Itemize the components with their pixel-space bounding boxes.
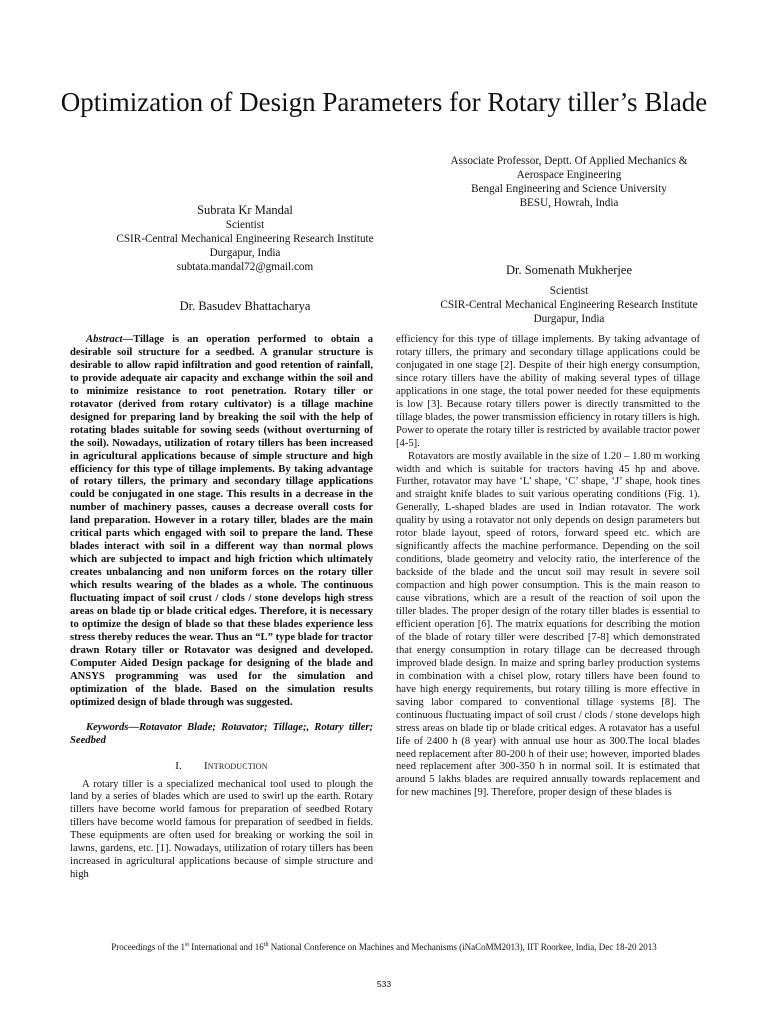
author-name: Subrata Kr Mandal <box>197 203 293 217</box>
author-block-1 <box>90 202 400 274</box>
author-name: Dr. Basudev Bhattacharya <box>179 299 311 313</box>
author-institute: CSIR-Central Mechanical Engineering Research Institute <box>440 299 698 311</box>
abstract-lead: Abstract <box>86 334 123 345</box>
intro-paragraph: A rotary tiller is a specialized mechanical tool used to plough the land by a series of blades which are used to swirl up the earth. Rotary tillers have become world famous for preparation of seedbed Rotary tillers have become world famous for preparation of seedbed in fields. These equipments are often used for breaking or working the soil in lawns, gardens, etc. [1]. Nowadays, utilization of rotary tillers has been increased in agricultural applications because of simple structure and high <box>70 778 373 881</box>
intro-paragraph: Rotavators are mostly available in the size of 1.20 – 1.80 m working width and which is suitable for tractors having 45 hp and above. Further, rotavator may have ‘L’ shape, ‘C’ shape, ‘J’ shape, hook tines and straight knife blades to suit various operating conditions (Fig. 1). Generally, L-shaped blades are used in Indian rotavator. The work quality by using a rotavator not only depends on design parameters but rotor blade layout, speed of rotors, forward speed etc. which are significantly affects the machine performance. Depending on the soil conditions, blade geometry and velocity ratio, the interference of the backside of the blade and the uncut soil may result in severe soil compaction and high power consumption. This is the main reason to cause vibrations, which are a result of the reaction of soil upon the tiller blades. The proper design of the rotary tiller blades is essential to efficient operation [6]. The matrix equations for describing the motion of the blade of rotary tiller were described [7-8] which demonstrated that energy consumption in rotary tillage can be decreased through improved blade design. In maize and spring barley production systems in combination with a chisel plow, rotary tillers have been found to have high energy requirements, but rotary tilling is more effective in saving labor compared to conventional tillage systems [8]. The continuous fluctuating impact of soil crust / clods / stone develops high stress areas on blade tip or blade critical edges. A rotavator has a useful life of 2400 h (8 year) with annual use hour as 300.The local blades need replacement after 80-200 h of their use; however, imported blades need replacement after 300-350 h in normal soil. It is estimated that around 5 lakhs blades are required annually towards replacement and for new machines [9]. Therefore, proper design of these blades is <box>396 450 700 799</box>
right-column <box>396 334 700 800</box>
intro-paragraph: efficiency for this type of tillage implements. By taking advantage of rotary tillers, the primary and secondary tillage applications could be conjugated in one stage [2]. Despite of their high energy consumption, since rotary tillers have the ability of making several types of tillage applications in one stage, the total power needed for these equipments is low [3]. Because rotary tillers power is directly transmitted to the tillage blades, the power transmission efficiency in rotary tillers is high. Power to operate the rotary tiller is restricted by available tractor power [4-5]. <box>396 334 701 449</box>
author-affiliation-line: Aerospace Engineering <box>516 169 622 181</box>
left-column <box>70 334 373 882</box>
author-block-2-affiliation <box>404 154 734 210</box>
abstract <box>70 334 373 710</box>
paper-title: Optimization of Design Parameters for Rotary tiller’s Blade <box>60 87 708 117</box>
proceedings-footer: Proceedings of the 1st International and 16th National Conference on Machines and Mechanisms (iNaCoMM2013), IIT Roorkee, India, Dec 18-20 2013 <box>111 942 657 952</box>
author-role: Scientist <box>225 219 265 231</box>
author-email: subtata.mandal72@gmail.com <box>176 261 314 273</box>
keywords: Keywords—Rotavator Blade; Rotavator; Tillage;, Rotary tiller; Seedbed <box>70 721 373 746</box>
author-institute: CSIR-Central Mechanical Engineering Research Institute <box>116 233 374 245</box>
author-affiliation-line: Bengal Engineering and Science University <box>471 183 667 195</box>
author-role: Scientist <box>549 285 589 297</box>
abstract-text: —Tillage is an operation performed to obtain a desirable soil structure for a seedbed. A granular structure is desirable to allow rapid infiltration and good retention of rainfall, to provide adequate air capacity and exchange within the soil and to minimize resistance to root penetration. Rotary tiller or rotavator (derived from rotary cultivator) is a tillage machine designed for preparing land by breaking the soil with the help of rotating blades suitable for sowing seeds (without overturning of the soil). Nowadays, utilization of rotary tillers has been increased in agricultural applications because of simple structure and high efficiency for this type of tillage implements. By taking advantage of rotary tillers, the primary and secondary tillage applications could be conjugated in one stage. This results in a decrease in the number of machinery passes, causes a decrease overall costs for land preparation. However in a rotary tiller, blades are the main critical parts which engaged with soil to prepare the land. These blades interact with soil in a different way than normal plows which are subjected to impact and high friction which ultimately creates unbalancing and non uniform forces on the rotary tiller which results wearing of the blades as a whole. The continuous fluctuating impact of soil crust / clods / stone develops high stress areas on blade tip or blade critical edges. Therefore, it is necessary to optimize the design of blade so that these blades experience less stress thereby reduces the wear. Thus an “L” type blade for tractor drawn Rotary tiller or Rotavator was designed and developed. Computer Aided Design package for designing of the blade and ANSYS programming was used for the simulation and optimization of the blade. Based on the simulation results optimized design of blade through was suggested. <box>70 334 373 708</box>
section-number: I. <box>175 759 182 772</box>
section-title: Introduction <box>203 759 268 772</box>
author-location: Durgapur, India <box>209 247 281 259</box>
author-name: Dr. Somenath Mukherjee <box>505 263 632 277</box>
author-location: Durgapur, India <box>533 313 605 325</box>
author-block-2 <box>90 298 400 314</box>
author-affiliation-line: BESU, Howrah, India <box>519 197 619 209</box>
author-block-3 <box>404 262 734 326</box>
page-number: 533 <box>376 979 392 989</box>
author-affiliation-line: Associate Professor, Deptt. Of Applied Mechanics & <box>450 155 688 167</box>
section-heading <box>70 760 373 773</box>
